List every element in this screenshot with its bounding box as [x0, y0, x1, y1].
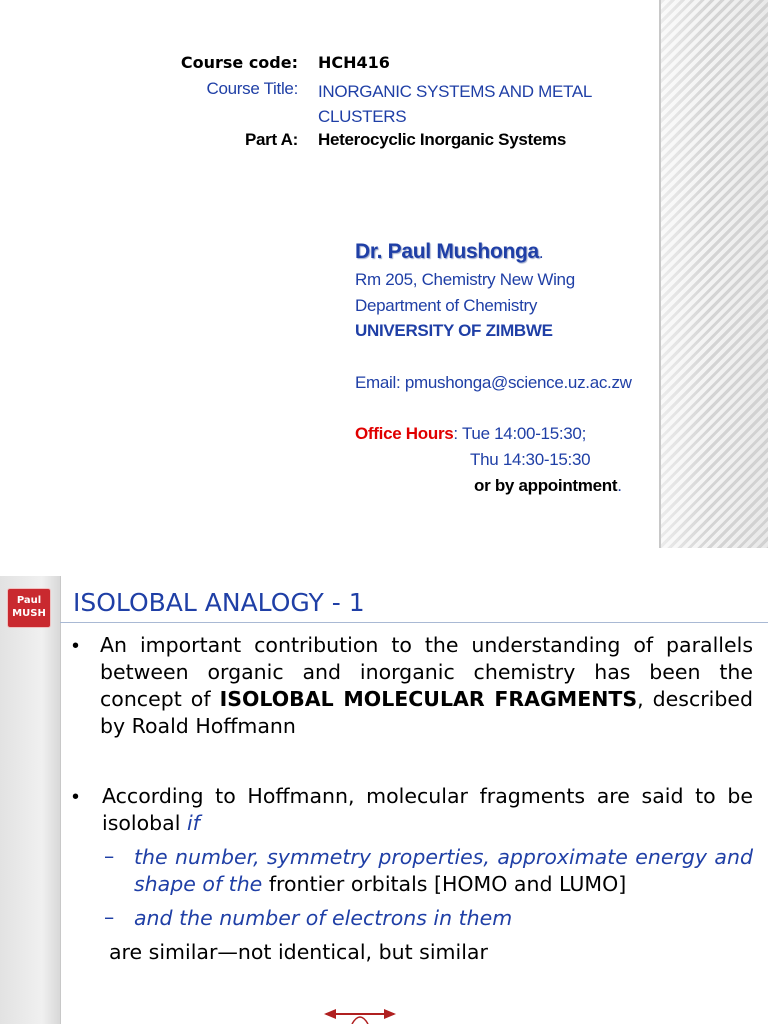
- slide-title: ISOLOBAL ANALOGY - 1: [73, 588, 365, 617]
- sub-bullet-1-plain: frontier orbitals [HOMO and LUMO]: [262, 872, 627, 896]
- bullet-1-marker: •: [72, 635, 80, 657]
- bullet-1-bold: ISOLOBAL MOLECULAR FRAGMENTS: [219, 687, 638, 711]
- office-hours-label: Office Hours: [355, 424, 454, 443]
- appointment-text: or by appointment: [474, 476, 618, 495]
- bullet-2-text: According to Hoffmann, molecular fragments are said to be isolobal: [102, 784, 753, 835]
- author-badge: [7, 588, 51, 628]
- badge-line-1: Paul: [16, 595, 42, 606]
- bullet-1-text-a: An important contribution to the understanding of parallels between organic and inorganic chemistry has been the concept of: [100, 633, 753, 711]
- slide-sidebar: [0, 576, 61, 1024]
- course-title-label: Course Title:: [206, 79, 298, 98]
- lecturer-dot: .: [538, 243, 544, 262]
- university: UNIVERSITY OF ZIMBWE: [355, 321, 553, 340]
- bullet-2-if: if: [186, 811, 200, 835]
- bullet-2: [102, 783, 753, 837]
- office-hours-2: Thu 14:30-15:30: [470, 450, 591, 469]
- bullet-2-marker: •: [72, 786, 80, 808]
- room: Rm 205, Chemistry New Wing: [355, 270, 575, 289]
- sub-bullet-1-marker: –: [104, 844, 115, 868]
- conclusion-text: are similar—not identical, but similar: [109, 940, 488, 964]
- part-title: Heterocyclic Inorganic Systems: [318, 130, 567, 149]
- lecturer-name-text: Dr. Paul Mushonga: [355, 240, 539, 263]
- lecturer-name: [355, 240, 543, 264]
- sub-bullet-1-italic: the number, symmetry properties, approximate energy and shape of the: [134, 845, 753, 896]
- bullet-1-text-b: , described by Roald Hoffmann: [100, 687, 753, 738]
- slide-gap: [0, 548, 768, 576]
- badge-line-2: MUSH: [12, 608, 46, 619]
- content-slide: [0, 576, 768, 1024]
- decorative-stripe: [659, 0, 768, 575]
- sub-bullet-1: [134, 844, 753, 898]
- email-link[interactable]: Email: pmushonga@science.uz.ac.zw: [355, 373, 632, 392]
- sub-bullet-2-marker: –: [104, 905, 115, 929]
- course-code: HCH416: [318, 53, 390, 72]
- sub-bullet-2: [134, 905, 753, 932]
- office-hours: [355, 424, 586, 444]
- isolobal-arrow-icon: [320, 1004, 400, 1024]
- course-code-label: Course code:: [180, 53, 298, 72]
- office-hours-1: : Tue 14:00-15:30;: [453, 424, 587, 443]
- department: Department of Chemistry: [355, 296, 538, 315]
- bullet-1: [100, 632, 753, 740]
- appointment-dot: .: [617, 476, 622, 495]
- title-divider: [60, 622, 768, 623]
- office-hours-3: [474, 476, 622, 496]
- course-title: INORGANIC SYSTEMS AND METAL CLUSTERS: [318, 82, 592, 126]
- part-label: Part A:: [244, 130, 298, 149]
- sub-bullet-2-italic: and the number of electrons in them: [134, 906, 513, 930]
